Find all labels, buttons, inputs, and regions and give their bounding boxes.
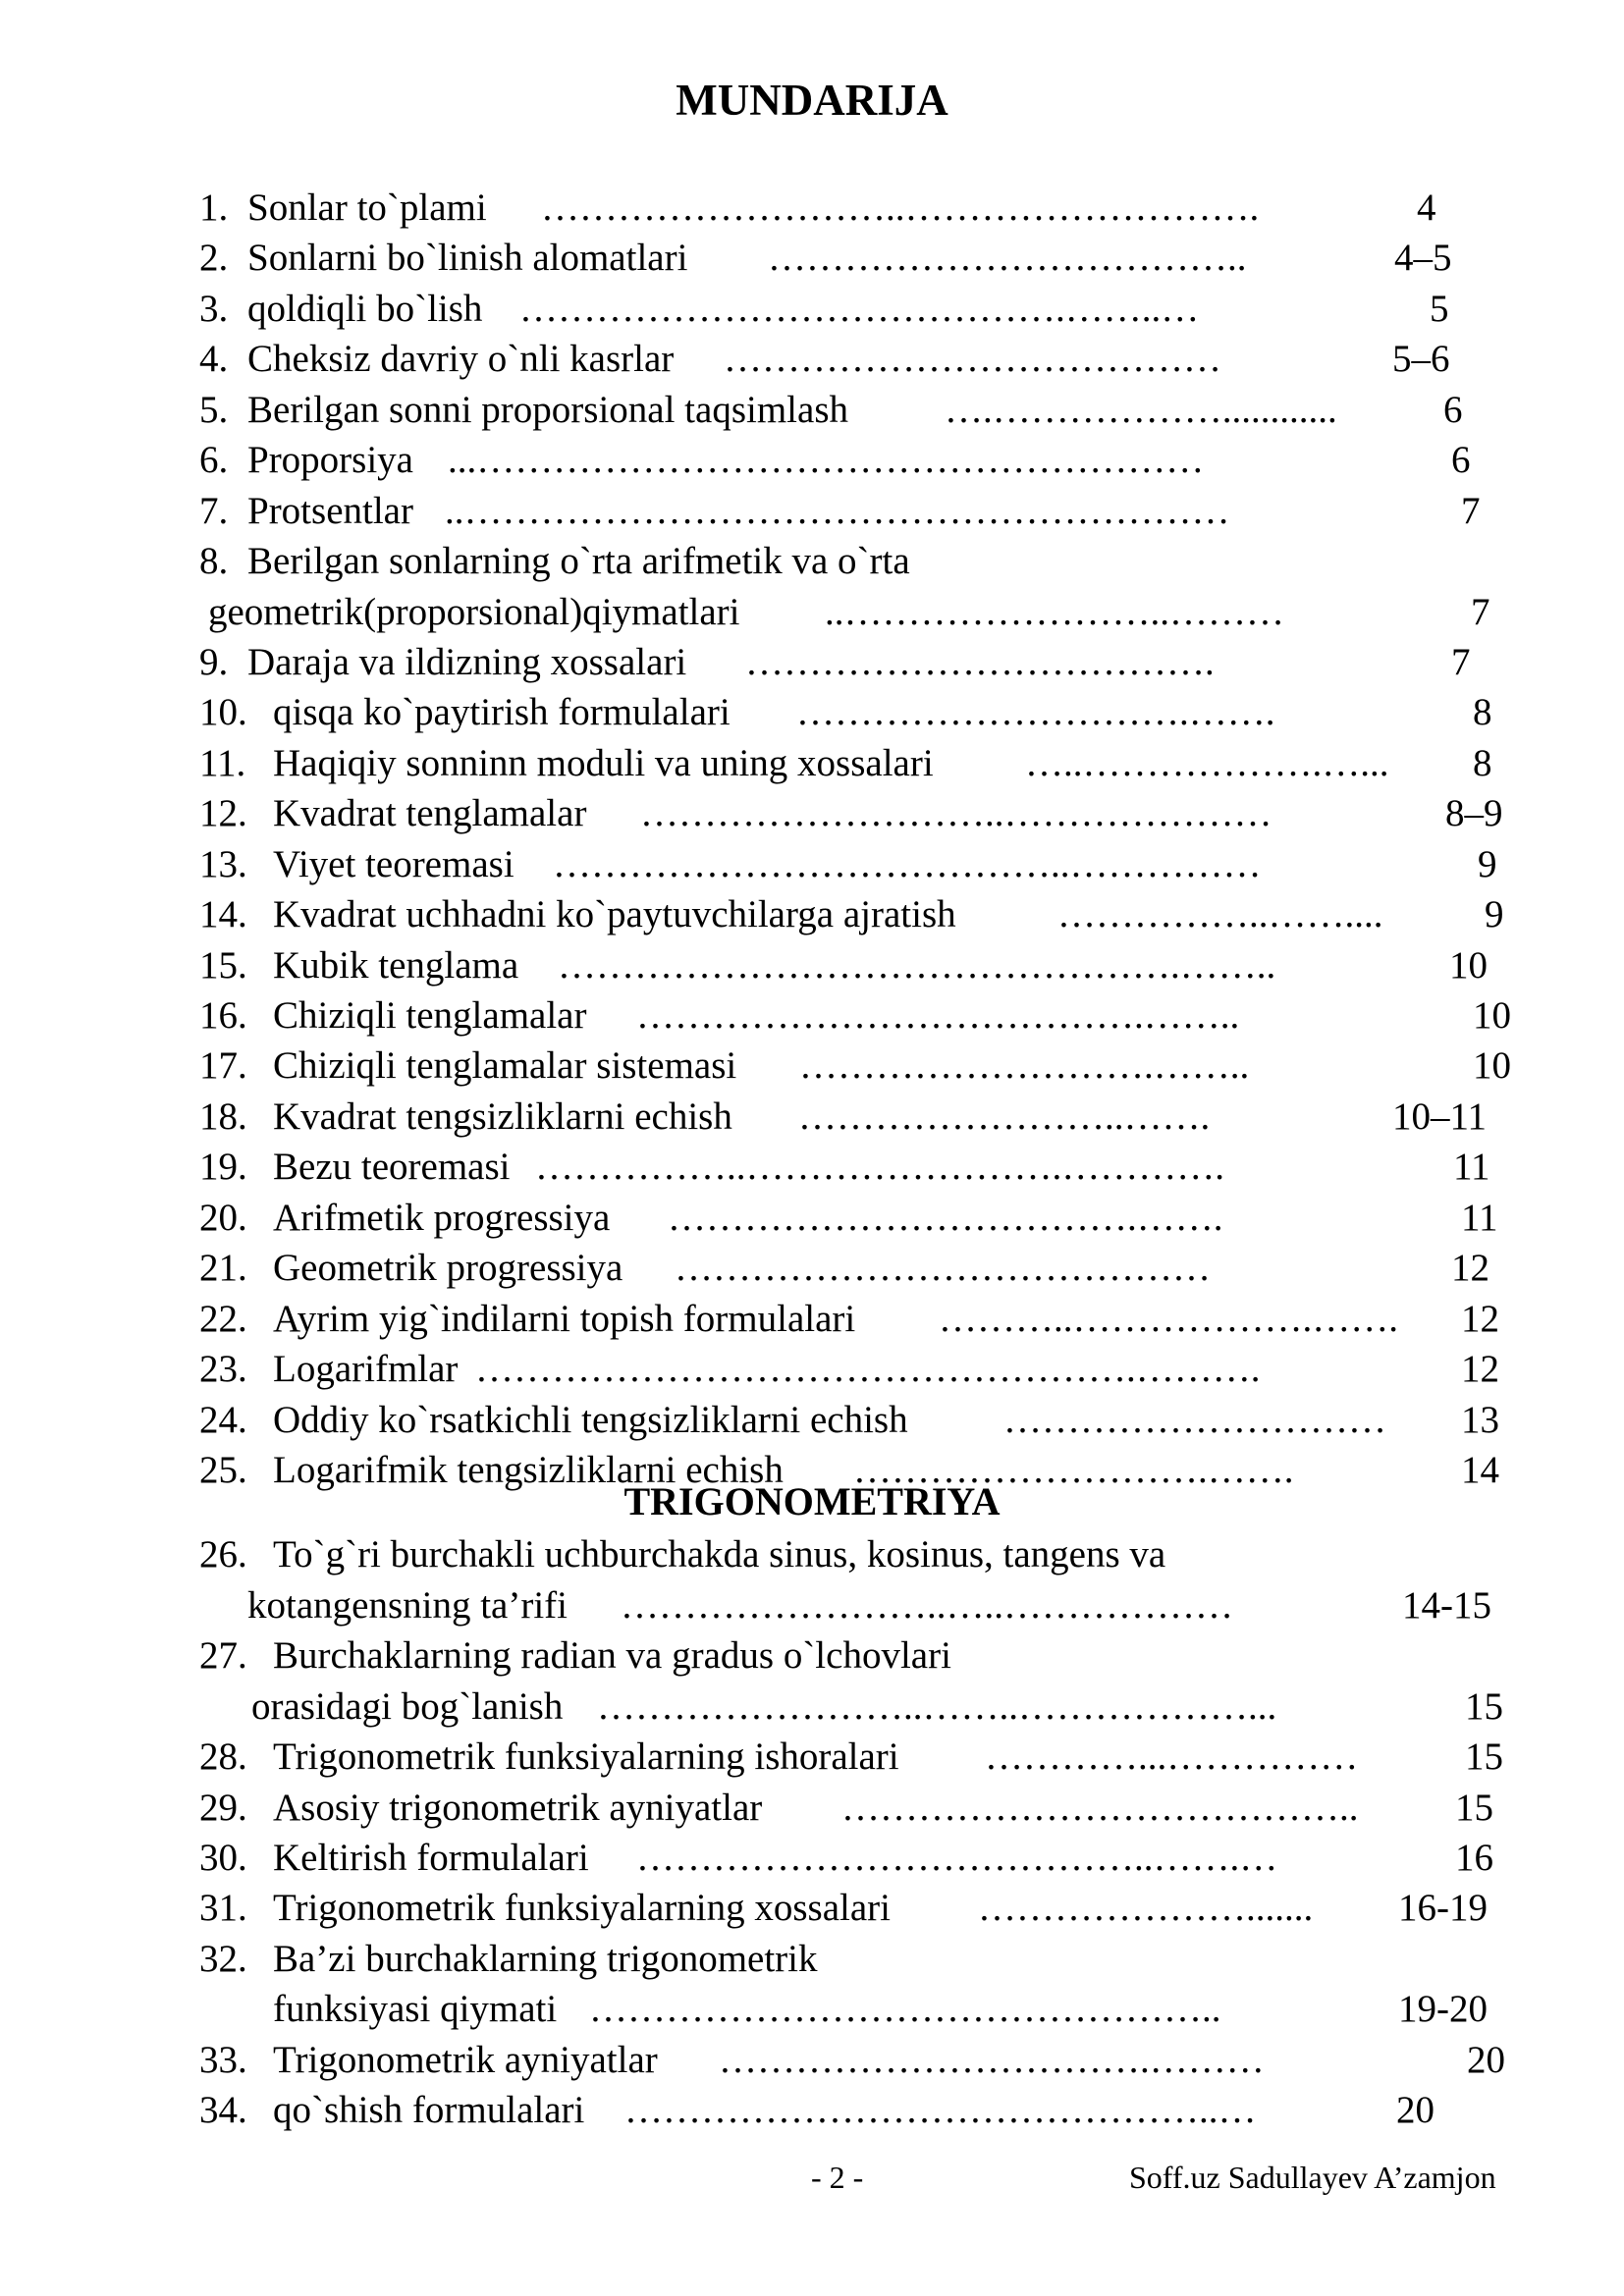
toc-entry-number: 3.: [199, 288, 229, 330]
toc-entry-leader: ……………………..……..………………...: [597, 1685, 1277, 1728]
toc-entry-title: Viyet teoremasi: [273, 843, 514, 885]
toc-entry-leader: ...…………………………………………………: [448, 439, 1205, 481]
toc-entry-number: 8.: [199, 540, 229, 582]
toc-entry-leader: …………………………………………….……….: [475, 1348, 1261, 1390]
toc-entry-leader: ……………………..…..………………: [621, 1584, 1233, 1627]
toc-entry: [0, 1984, 1624, 2034]
toc-entry: [0, 637, 1624, 687]
toc-entry-page: 10–11: [1392, 1095, 1488, 1138]
toc-entry-leader: ………..……………….…….: [939, 1298, 1398, 1340]
toc-entry-number: 13.: [199, 843, 247, 885]
toc-entry-page: 14-15: [1402, 1584, 1491, 1627]
toc-entry-title: Arifmetik progressiya: [273, 1197, 611, 1239]
toc-entry-title: Trigonometrik funksiyalarning ishoralari: [273, 1735, 899, 1778]
toc-entry-page: 4–5: [1394, 237, 1452, 279]
toc-entry-title: Sonlarni bo`linish alomatlari: [247, 237, 688, 279]
toc-entry-page: 13: [1461, 1399, 1499, 1441]
toc-entry: [0, 435, 1624, 485]
toc-entry: [0, 889, 1624, 939]
toc-entry: [0, 1395, 1624, 1445]
toc-entry: [0, 940, 1624, 990]
toc-entry-number: 18.: [199, 1095, 247, 1138]
toc-entry-page: 6: [1451, 439, 1471, 481]
toc-entry: [0, 536, 1624, 586]
toc-entry: [0, 1243, 1624, 1293]
footer-author: Soff.uz Sadullayev A’zamjon: [1129, 2160, 1496, 2195]
toc-entry-leader: ………………………………….……..: [636, 994, 1240, 1037]
toc-entry-page: 8: [1473, 691, 1492, 733]
toc-entry-number: 33.: [199, 2039, 247, 2081]
toc-entry: [0, 1934, 1624, 1984]
toc-entry-page: 7: [1471, 591, 1490, 633]
toc-entry-leader: ………………………………………..…: [624, 2089, 1257, 2131]
toc-entry-title: Logarifmik tengsizliklarni echish: [273, 1449, 784, 1491]
toc-entry-page: 15: [1455, 1787, 1493, 1829]
toc-entry-page: 4: [1417, 187, 1436, 229]
toc-entry: [0, 687, 1624, 737]
toc-entry-page: 5: [1430, 288, 1449, 330]
toc-entry-number: 15.: [199, 944, 247, 987]
toc-entry: [0, 2035, 1624, 2085]
toc-entry-page: 9: [1478, 843, 1497, 885]
toc-entry: [0, 1041, 1624, 1091]
toc-entry-title: Daraja va ildizning xossalari: [247, 641, 687, 683]
toc-entry: [0, 486, 1624, 536]
toc-entry-number: 28.: [199, 1735, 247, 1778]
toc-entry-title: Bezu teoremasi: [273, 1146, 511, 1188]
toc-entry-title: Berilgan sonni proporsional taqsimlash: [247, 389, 849, 431]
page-title: MUNDARIJA: [676, 76, 948, 125]
toc-entry-title: Protsentlar: [247, 490, 413, 532]
toc-entry-leader: …………………………………..……………: [553, 843, 1262, 885]
toc-entry-title: qoldiqli bo`lish: [247, 288, 483, 330]
toc-entry-number: 29.: [199, 1787, 247, 1829]
toc-entry: [0, 385, 1624, 435]
toc-entry-page: 8–9: [1445, 792, 1503, 834]
toc-entry: [0, 1193, 1624, 1243]
toc-entry-leader: …………………………….………: [719, 2039, 1265, 2081]
toc-entry-leader: ..……………………………………………………: [445, 490, 1230, 532]
toc-entry-leader: …………………………………..: [841, 1787, 1359, 1829]
toc-entry-page: 15: [1465, 1685, 1503, 1728]
toc-entry-title: Ayrim yig`indilarni topish formulalari: [273, 1298, 856, 1340]
toc-entry-page: 14: [1461, 1449, 1499, 1491]
toc-entry-leader: ………………………………………….……..: [558, 944, 1276, 987]
toc-entry-number: 16.: [199, 994, 247, 1037]
toc-entry-number: 4.: [199, 338, 229, 380]
toc-entry: [0, 839, 1624, 889]
toc-entry: [0, 1142, 1624, 1192]
toc-entry-leader: ………………………….…….: [796, 691, 1275, 733]
toc-entry-page: 10: [1473, 994, 1511, 1037]
toc-entry-title: Trigonometrik ayniyatlar: [273, 2039, 658, 2081]
toc-entry-number: 20.: [199, 1197, 247, 1239]
toc-entry-leader: ……………..…………………….………….: [535, 1146, 1224, 1188]
toc-entry-leader: ……………………….…….: [853, 1449, 1294, 1491]
toc-entry-number: 31.: [199, 1887, 247, 1929]
toc-entry-title: Cheksiz davriy o`nli kasrlar: [247, 338, 675, 380]
toc-entry-page: 20: [1396, 2089, 1435, 2131]
toc-entry-number: 19.: [199, 1146, 247, 1188]
toc-entry-number: 23.: [199, 1348, 247, 1390]
toc-entry-leader: …………………………: [1003, 1399, 1386, 1441]
toc-entry-leader: …..……………….…...: [1025, 742, 1389, 784]
toc-entry: [0, 738, 1624, 788]
toc-entry-leader: ……………………………….: [745, 641, 1215, 683]
toc-entry-number: 6.: [199, 439, 229, 481]
toc-entry-title: Proporsiya: [247, 439, 413, 481]
toc-entry-title: Trigonometrik funksiyalarning xossalari: [273, 1887, 891, 1929]
toc-entry-title: qo`shish formulalari: [273, 2089, 585, 2131]
toc-entry-page: 10: [1473, 1044, 1511, 1087]
toc-entry-page: 8: [1473, 742, 1492, 784]
toc-entry: [0, 1682, 1624, 1732]
toc-entry-title: Haqiqiy sonninn moduli va uning xossalari: [273, 742, 934, 784]
toc-entry-number: 25.: [199, 1449, 247, 1491]
toc-entry: [0, 1833, 1624, 1883]
toc-entry-number: 34.: [199, 2089, 247, 2131]
toc-entry-title: Burchaklarning radian va gradus o`lchovlari: [273, 1634, 951, 1677]
toc-entry-title: To`g`ri burchakli uchburchakda sinus, kosinus, tangens va: [273, 1533, 1166, 1575]
toc-entry-title: Oddiy ko`rsatkichli tengsizliklarni echish: [273, 1399, 908, 1441]
toc-entry-leader: …………………………………………..: [589, 1988, 1221, 2030]
toc-entry-number: 24.: [199, 1399, 247, 1441]
toc-entry-leader: ………………………………..: [768, 237, 1247, 279]
toc-entry: [0, 284, 1624, 334]
toc-entry-title: Kvadrat uchhadni ko`paytuvchilarga ajratish: [273, 893, 956, 935]
toc-entry-page: 7: [1461, 490, 1481, 532]
toc-entry-page: 15: [1465, 1735, 1503, 1778]
toc-entry: [0, 2085, 1624, 2135]
page-number: - 2 -: [811, 2160, 864, 2195]
toc-entry: [0, 1783, 1624, 1833]
toc-entry-leader: …………………………………….……..…: [519, 288, 1200, 330]
toc-entry-page: 16-19: [1398, 1887, 1488, 1929]
toc-entry-leader: ………………….......: [978, 1887, 1314, 1929]
toc-entry: [0, 1883, 1624, 1933]
toc-entry-title: Sonlar to`plami: [247, 187, 487, 229]
toc-entry-title: Kvadrat tenglamalar: [273, 792, 587, 834]
toc-entry-number: 7.: [199, 490, 229, 532]
toc-entry: [0, 1529, 1624, 1579]
toc-entry-title: Ba’zi burchaklarning trigonometrik: [273, 1938, 818, 1980]
section-heading: TRIGONOMETRIYA: [623, 1479, 1001, 1523]
toc-entry: [0, 788, 1624, 838]
toc-entry-title: Berilgan sonlarning o`rta arifmetik va o`rta: [247, 540, 910, 582]
toc-entry: [0, 334, 1624, 384]
toc-entry-leader: ………………………..…………………: [640, 792, 1272, 834]
toc-entry-leader: …………………………………: [724, 338, 1221, 380]
toc-entry-leader: ..……………………..………: [825, 591, 1284, 633]
toc-entry-number: 5.: [199, 389, 229, 431]
toc-entry-title: Asosiy trigonometrik ayniyatlar: [273, 1787, 763, 1829]
toc-entry-title: kotangensning ta’rifi: [247, 1584, 568, 1627]
toc-entry-page: 5–6: [1392, 338, 1450, 380]
toc-entry: [0, 1294, 1624, 1344]
toc-entry: [0, 1732, 1624, 1782]
toc-entry-number: 11.: [199, 742, 246, 784]
toc-entry-number: 14.: [199, 893, 247, 935]
toc-entry-page: 12: [1451, 1247, 1489, 1289]
toc-entry-number: 27.: [199, 1634, 247, 1677]
toc-entry-number: 30.: [199, 1837, 247, 1879]
toc-entry-number: 21.: [199, 1247, 247, 1289]
toc-entry-title: funksiyasi qiymati: [273, 1988, 558, 2030]
toc-entry-leader: ……………………………………: [675, 1247, 1211, 1289]
toc-entry-leader: …………...……………: [985, 1735, 1359, 1778]
toc-entry: [0, 587, 1624, 637]
toc-entry: [0, 1580, 1624, 1630]
toc-entry-number: 9.: [199, 641, 229, 683]
toc-entry-page: 20: [1467, 2039, 1505, 2081]
toc-entry-title: Chiziqli tenglamalar sistemasi: [273, 1044, 737, 1087]
toc-entry-title: Logarifmlar: [273, 1348, 459, 1390]
toc-entry-leader: ……………………………….…….: [668, 1197, 1223, 1239]
toc-entry-leader: …………………………………..…….…: [636, 1837, 1278, 1879]
toc-entry-leader: ……………………….……..: [799, 1044, 1250, 1087]
toc-entry-title: orasidagi bog`lanish: [251, 1685, 564, 1728]
toc-entry-page: 12: [1461, 1348, 1499, 1390]
toc-entry-number: 22.: [199, 1298, 247, 1340]
toc-entry-page: 19-20: [1398, 1988, 1488, 2030]
toc-entry-page: 11: [1453, 1146, 1490, 1188]
toc-entry-page: 6: [1443, 389, 1463, 431]
toc-entry-title: qisqa ko`paytirish formulalari: [273, 691, 731, 733]
toc-entry-title: Keltirish formulalari: [273, 1837, 589, 1879]
toc-entry-page: 11: [1461, 1197, 1498, 1239]
toc-entry: [0, 1344, 1624, 1394]
toc-entry-page: 12: [1461, 1298, 1499, 1340]
toc-entry-title: Kvadrat tengsizliklarni echish: [273, 1095, 732, 1138]
toc-entry-title: Chiziqli tenglamalar: [273, 994, 587, 1037]
toc-entry-page: 9: [1485, 893, 1504, 935]
toc-entry-leader: ………………………..……………………….: [541, 187, 1260, 229]
toc-entry-number: 17.: [199, 1044, 247, 1087]
toc-entry-title: Geometrik progressiya: [273, 1247, 623, 1289]
toc-entry-page: 7: [1451, 641, 1471, 683]
toc-entry: [0, 1092, 1624, 1142]
toc-entry-title: geometrik(proporsional)qiymatlari: [208, 591, 740, 633]
toc-entry-number: 1.: [199, 187, 229, 229]
toc-entry-title: Kubik tenglama: [273, 944, 519, 987]
toc-entry-number: 2.: [199, 237, 229, 279]
toc-entry: [0, 1630, 1624, 1681]
toc-entry-number: 12.: [199, 792, 247, 834]
toc-entry-page: 16: [1455, 1837, 1493, 1879]
toc-entry-leader: ……………..……....: [1057, 893, 1383, 935]
toc-entry: [0, 233, 1624, 283]
toc-entry: [0, 183, 1624, 233]
toc-entry-number: 32.: [199, 1938, 247, 1980]
toc-entry-number: 10.: [199, 691, 247, 733]
toc-entry-leader: ….………………............: [945, 389, 1337, 431]
toc-entry-page: 10: [1449, 944, 1488, 987]
toc-entry-number: 26.: [199, 1533, 247, 1575]
toc-entry: [0, 990, 1624, 1041]
toc-entry-leader: ……………………..…….: [798, 1095, 1211, 1138]
